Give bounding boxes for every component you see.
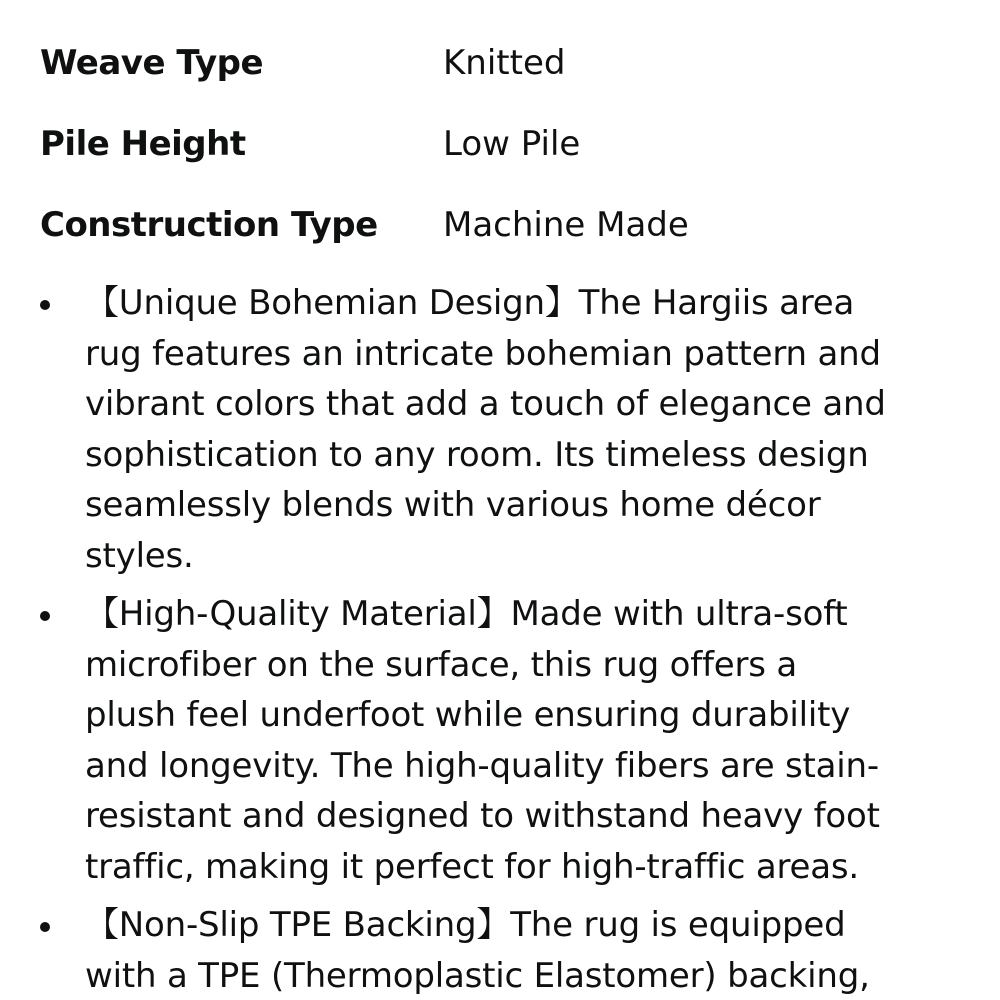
spec-row-pile-height xyxy=(40,103,980,184)
bullet-text-line: styles. xyxy=(85,535,194,576)
bullet-dot-icon xyxy=(40,300,50,310)
bullet-text-line: and longevity. The high-quality fibers are stain- xyxy=(85,745,879,786)
spec-row-construction-type xyxy=(40,184,980,265)
spec-label: Weave Type xyxy=(40,42,264,83)
product-specs-table xyxy=(40,22,980,265)
bullet-text-line: traffic, making it perfect for high-traffic areas. xyxy=(85,846,859,887)
bullet-dot-icon xyxy=(40,922,50,932)
bullet-text-line: 【Non-Slip TPE Backing】The rug is equipped xyxy=(85,905,846,945)
bullet-dot-icon xyxy=(40,611,50,621)
bullet-text-line: microfiber on the surface, this rug offers a xyxy=(85,644,797,685)
bullet-text-line: plush feel underfoot while ensuring durability xyxy=(85,695,851,735)
bullet-text-line: seamlessly blends with various home décor xyxy=(85,485,821,525)
spec-label: Construction Type xyxy=(40,204,378,245)
spec-row-weave-type xyxy=(40,22,980,103)
spec-value: Low Pile xyxy=(443,123,581,164)
bullet-text-line: with a TPE (Thermoplastic Elastomer) backing, xyxy=(85,955,870,996)
spec-value: Knitted xyxy=(443,42,566,83)
spec-value: Machine Made xyxy=(443,204,689,245)
bullet-text-line: sophistication to any room. Its timeless design xyxy=(85,434,869,475)
bullet-text-line: rug features an intricate bohemian pattern and xyxy=(85,333,881,374)
bullet-text-line: 【Unique Bohemian Design】The Hargiis area xyxy=(85,283,855,323)
bullet-text-line: 【High-Quality Material】Made with ultra-soft xyxy=(85,594,848,634)
bullet-text-line: vibrant colors that add a touch of elegance and xyxy=(85,384,886,424)
bullet-text-line: resistant and designed to withstand heavy foot xyxy=(85,796,880,836)
feature-bullet-high-quality-material xyxy=(0,589,965,892)
feature-bullet-list xyxy=(0,278,1000,1000)
spec-label: Pile Height xyxy=(40,123,246,164)
feature-bullet-unique-bohemian-design xyxy=(0,278,965,581)
feature-bullet-non-slip-tpe-backing xyxy=(0,900,965,1000)
